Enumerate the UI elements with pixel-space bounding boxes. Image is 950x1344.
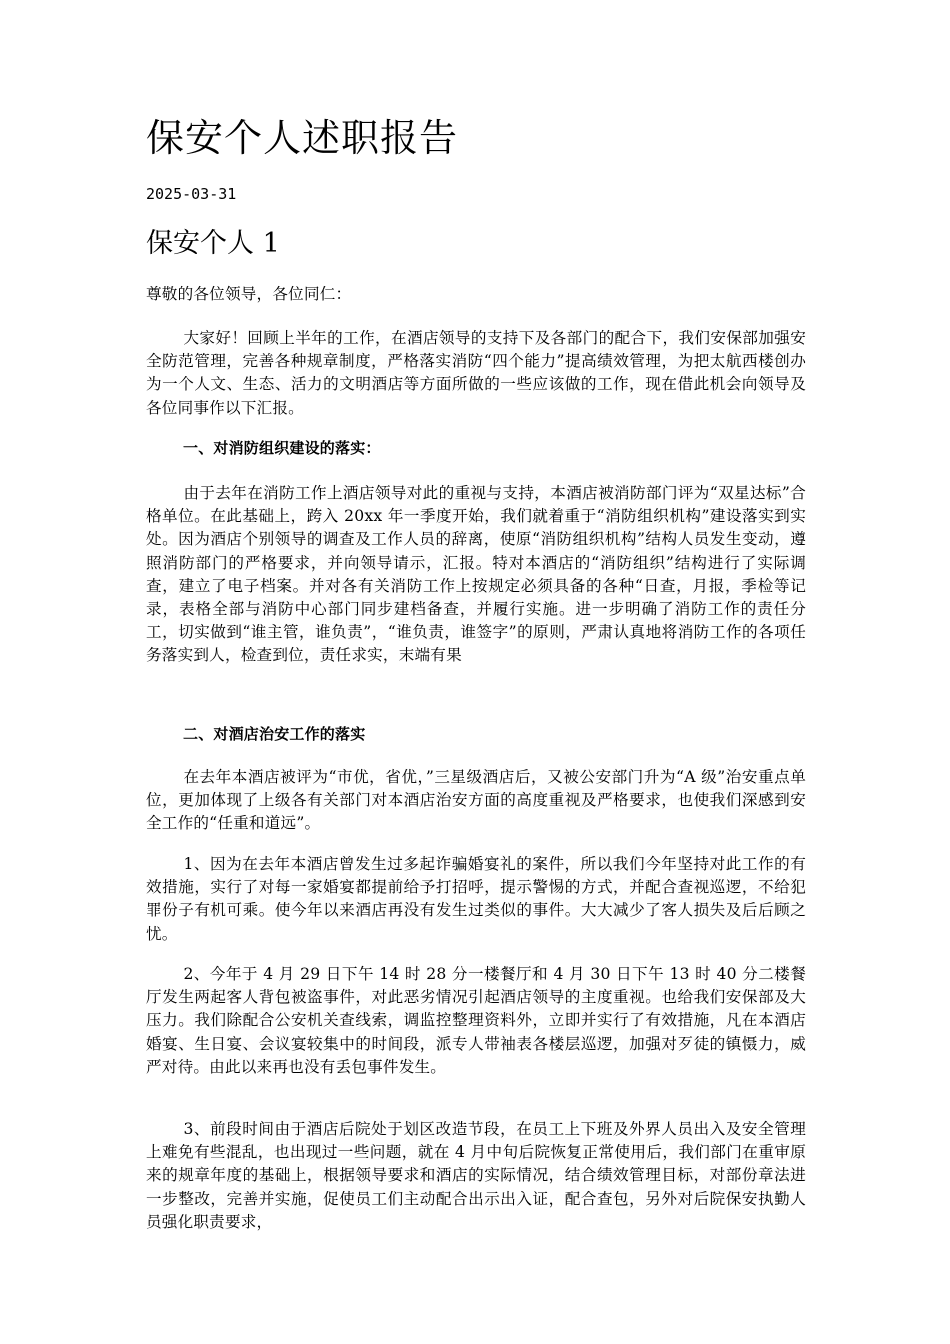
section-heading: 保安个人 1 [146, 228, 280, 259]
paragraph-fire: 由于去年在消防工作上酒店领导对此的重视与支持，本酒店被消防部门评为“双星达标”合格单位。在此基础上，跨入 20xx 年一季度开始，我们就着重于“消防组织机构”建设落实到实处。因为酒店个别领导的调查及工作人员的辞离，使原“消防组织机构”结构人员发生变动，遵照消防部门的严格要求，并向领导请示，汇报。特对本酒店的“消防组织”结构进行了实际调查，建立了电子档案。并对各有关消防工作上按规定必须具备的各种“日查，月报，季检等记录，表格全部与消防中心部门同步建档备查，并履行实施。进一步明确了消防工作的责任分工，切实做到“谁主管，谁负责”，“谁负责，谁签字”的原则，严肃认真地将消防工作的各项任务落实到人，检查到位，责任求实，末端有果 [146, 484, 806, 665]
section-title-security: 二、对酒店治安工作的落实 [183, 725, 366, 743]
section-title-fire: 一、对消防组织建设的落实： [183, 439, 381, 457]
salutation: 尊敬的各位领导，各位同仁： [146, 285, 352, 303]
paragraph-item-1: 1、因为在去年本酒店曾发生过多起诈骗婚宴礼的案件，所以我们今年坚持对此工作的有效措施，实行了对每一家婚宴都提前给予打招呼，提示警惕的方式，并配合查视巡逻，不给犯罪份子有机可乘。使今年以来酒店再没有发生过类似的事件。大大减少了客人损失及后后顾之忧。 [146, 855, 806, 943]
document-date: 2025-03-31 [146, 185, 237, 203]
paragraph-intro: 大家好！回顾上半年的工作，在酒店领导的支持下及各部门的配合下，我们安保部加强安全防范管理，完善各种规章制度，严格落实消防“四个能力”提高绩效管理，为把太航西楼创办为一个人文、生态、活力的文明酒店等方面所做的一些应该做的工作，现在借此机会向领导及各位同事作以下汇报。 [146, 329, 806, 417]
paragraph-item-2: 2、今年于 4 月 29 日下午 14 时 28 分一楼餐厅和 4 月 30 日下午 13 时 40 分二楼餐厅发生两起客人背包被盗事件，对此恶劣情况引起酒店领导的主度重视。也给我们安保部及大压力。我们除配合公安机关查线索，调监控整理资料外，立即并实行了有效措施，凡在本酒店婚宴、生日宴、会议宴较集中的时间段，派专人带袖表各楼层巡逻，加强对歹徒的镇慑力，威严对待。由此以来再也没有丢包事件发生。 [146, 965, 806, 1076]
paragraph-item-3: 3、前段时间由于酒店后院处于划区改造节段，在员工上下班及外界人员出入及安全管理上难免有些混乱，也出现过一些问题，就在 4 月中旬后院恢复正常使用后，我们部门在重审原来的规章年度的基础上，根据领导要求和酒店的实际情况，结合绩效管理目标，对部份章法进一步整改，完善并实施，促使员工们主动配合出示出入证，配合查包，另外对后院保安执勤人员强化职责要求， [146, 1120, 806, 1231]
document-title: 保安个人述职报告 [146, 116, 459, 160]
paragraph-security: 在去年本酒店被评为“市优，省优，”三星级酒店后，又被公安部门升为“A 级”治安重点单位，更加体现了上级各有关部门对本酒店治安方面的高度重视及严格要求，也使我们深感到安全工作的“任重和道远”。 [146, 768, 806, 833]
